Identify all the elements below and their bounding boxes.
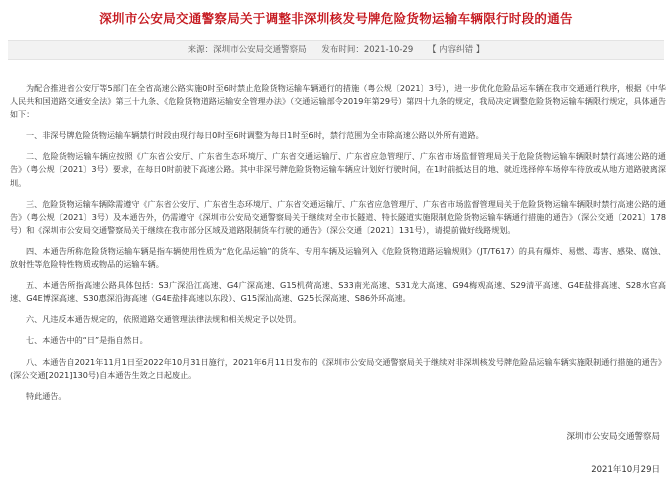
meta-info (8, 41, 664, 59)
sign-date: 2021年10月29日 (591, 465, 660, 475)
paragraph-5: 五、本通告所指高速公路具体包括：S3广深沿江高速、G4广深高速、G15机荷高速、S33南光高速、S31龙大高速、G94梅观高速、S29清平高速、G4E盐排高速、S28水官高速、G4E博深高速、S30惠深沿海高速（G4E盐排高速以东段）、G15深汕高速、G25长深高速、S86外环高速。 (10, 280, 666, 304)
source-label: 来源：深圳市公安局交通警察局 (187, 45, 307, 55)
paragraph-2: 二、危险货物运输车辆应按照《广东省公安厅、广东省生态环境厅、广东省交通运输厅、广东省应急管理厅、广东省市场监督管理局关于危险货物运输车辆限时禁行高速公路的通告》（粤公规〔2021〕3号）要求，在每日0时前驶下高速公路。其中非深号牌危险货物运输车辆应计划好行驶时间，在1时前抵达目的地、就近选择停车场停车待放或从地方道路驶离深圳。 (10, 151, 666, 188)
paragraph-3: 三、危险货物运输车辆除需遵守《广东省公安厅、广东省生态环境厅、广东省交通运输厅、广东省应急管理厅、广东省市场监督管理局关于危险货物运输车辆限时禁行高速公路的通告》（粤公规〔2021〕3号）及本通告外，仍需遵守《深圳市公安局交通警察局关于继续对全市长隧道、特长隧道实施限制危险货物运输车辆通行措施的通告》（深公交通〔2021〕178号）和《深圳市公安局交通警察局关于继续在我市部分区域及道路限制货车行驶的通告》（深公交通〔2021〕131号），请提前做好线路规划。 (10, 198, 666, 235)
closing-line: 特此通告。 (26, 390, 67, 401)
page-title: 深圳市公安局交通警察局关于调整非深圳核发号牌危险货物运输车辆限行时段的通告 (99, 11, 573, 26)
paragraph-intro: 为配合推进省公安厅等5部门在全省高速公路实施0时至6时禁止危险货物运输车辆通行的措施（粤公规〔2021〕3号），进一步优化危险品运车辆在我市交通通行秩序，根据《中华人民共和国道路交通安全法》第三十九条、《危险货物道路运输安全管理办法》（交通运输部令2019年第29号）第四十九条的规定，我局决定调整危险货物运输车辆限行规定，具体通告如下： (10, 83, 666, 120)
paragraph-8: 八、本通告自2021年11月1日至2022年10月31日施行，2021年6月11日发布的《深圳市公安局交通警察局关于继续对非深圳核发号牌危险品运输车辆实施限制通行措施的通告》(深公交通[2021]130号)自本通告生效之日起废止。 (10, 356, 666, 380)
paragraph-7: 七、本通告中的“日”是指自然日。 (26, 335, 148, 346)
signature: 深圳市公安局交通警察局 (566, 432, 660, 442)
paragraph-1: 一、非深号牌危险货物运输车辆禁行时段由现行每日0时至6时调整为每日1时至6时，禁行范围为全市除高速公路以外所有道路。 (26, 130, 484, 141)
error-report-link[interactable]: 【 内容纠错 】 (427, 45, 485, 55)
paragraph-6: 六、凡违反本通告规定的，依照道路交通管理法律法规和相关规定予以处罚。 (26, 314, 302, 325)
paragraph-4: 四、本通告所称危险货物运输车辆是指车辆使用性质为“危化品运输”的货车、专用车辆及运输列入《危险货物道路运输规则》（JT/T617）的具有爆炸、易燃、毒害、感染、腐蚀、放射性等危险特性物质或物品的运输车辆。 (10, 245, 666, 270)
publish-date: 发布时间：2021-10-29 (321, 45, 414, 55)
meta-bar (8, 40, 664, 60)
notice-body (10, 82, 666, 411)
